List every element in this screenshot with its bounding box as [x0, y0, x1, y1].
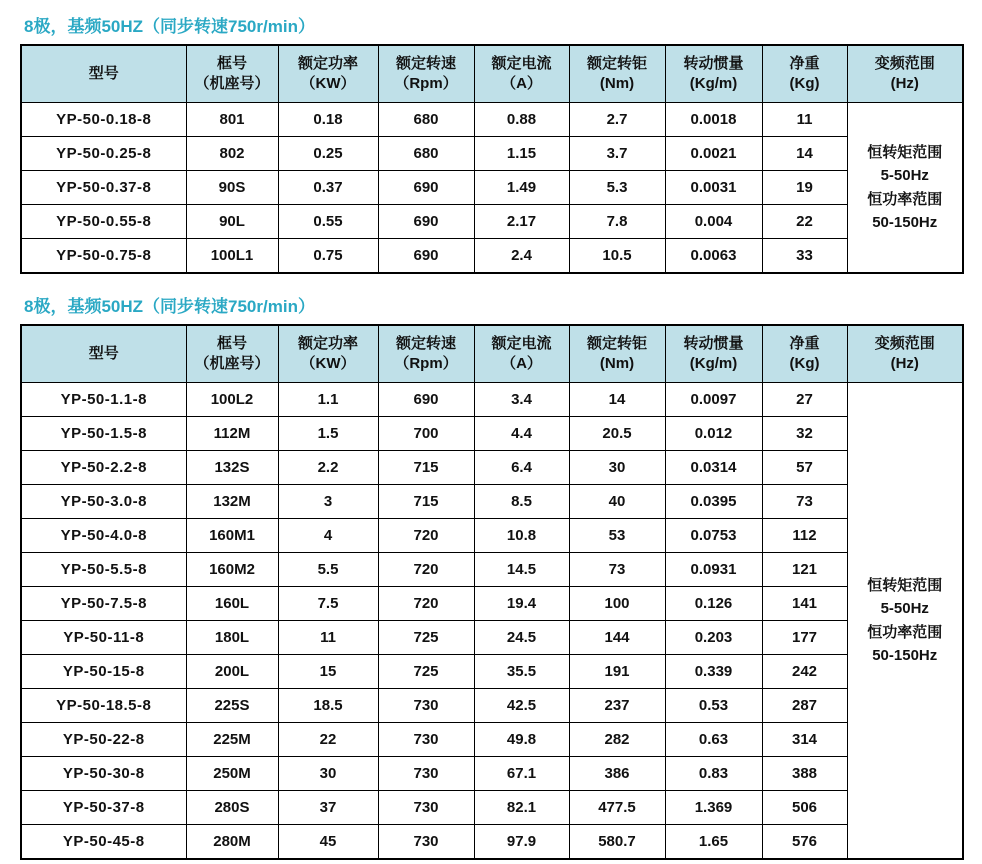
- cell-current: 8.5: [474, 485, 569, 519]
- cell-speed: 730: [378, 723, 474, 757]
- col-header-line1: 框号: [216, 334, 247, 352]
- table-row: [21, 825, 963, 860]
- header-row: [21, 45, 963, 103]
- col-header-line1: 变频范围: [874, 334, 935, 352]
- cell-current: 10.8: [474, 519, 569, 553]
- cell-power: 0.55: [278, 205, 378, 239]
- cell-inertia: 0.63: [665, 723, 762, 757]
- cell-current: 3.4: [474, 383, 569, 417]
- col-header-frame: [186, 325, 278, 383]
- cell-inertia: 0.0021: [665, 137, 762, 171]
- cell-inertia: 0.83: [665, 757, 762, 791]
- col-header-line2: （KW）: [300, 75, 356, 92]
- cell-model: YP-50-22-8: [21, 723, 186, 757]
- cell-inertia: 0.0097: [665, 383, 762, 417]
- cell-speed: 720: [378, 519, 474, 553]
- cell-model: YP-50-5.5-8: [21, 553, 186, 587]
- cell-freq-range: [847, 383, 963, 860]
- cell-weight: 506: [762, 791, 847, 825]
- cell-power: 18.5: [278, 689, 378, 723]
- col-header-weight: [762, 45, 847, 103]
- col-header-speed: [378, 325, 474, 383]
- cell-torque: 282: [569, 723, 665, 757]
- cell-model: YP-50-45-8: [21, 825, 186, 860]
- cell-speed: 715: [378, 451, 474, 485]
- cell-speed: 730: [378, 825, 474, 860]
- col-header-line2: （A）: [501, 75, 542, 92]
- cell-speed: 690: [378, 205, 474, 239]
- col-header-inertia: [665, 45, 762, 103]
- cell-inertia: 0.0753: [665, 519, 762, 553]
- col-header-line1: 转动惯量: [683, 334, 744, 352]
- cell-inertia: 0.004: [665, 205, 762, 239]
- cell-weight: 121: [762, 553, 847, 587]
- table-row: [21, 485, 963, 519]
- cell-weight: 57: [762, 451, 847, 485]
- col-header-speed: [378, 45, 474, 103]
- cell-model: YP-50-30-8: [21, 757, 186, 791]
- cell-frame: 112M: [186, 417, 278, 451]
- cell-speed: 730: [378, 689, 474, 723]
- col-header-line2: （A）: [501, 355, 542, 372]
- col-header-line1: 额定电流: [491, 334, 552, 352]
- cell-model: YP-50-0.75-8: [21, 239, 186, 274]
- col-header-torque: [569, 325, 665, 383]
- col-header-torque: [569, 45, 665, 103]
- cell-current: 4.4: [474, 417, 569, 451]
- col-header-line1: 转动惯量: [683, 54, 744, 72]
- cell-inertia: 0.012: [665, 417, 762, 451]
- cell-frame: 802: [186, 137, 278, 171]
- cell-speed: 700: [378, 417, 474, 451]
- col-header-line2: (Nm): [599, 75, 635, 92]
- col-header-line2: (Kg): [789, 355, 820, 372]
- range-line-4: 50-150Hz: [872, 213, 938, 231]
- cell-model: YP-50-7.5-8: [21, 587, 186, 621]
- range-line-3: 恒功率范围: [867, 190, 943, 208]
- cell-current: 1.49: [474, 171, 569, 205]
- cell-current: 0.88: [474, 103, 569, 137]
- col-header-line1: 净重: [789, 334, 820, 352]
- cell-model: YP-50-37-8: [21, 791, 186, 825]
- cell-current: 97.9: [474, 825, 569, 860]
- cell-current: 82.1: [474, 791, 569, 825]
- col-header-line2: （机座号）: [194, 75, 270, 92]
- cell-torque: 386: [569, 757, 665, 791]
- table-row: [21, 655, 963, 689]
- table-row: [21, 171, 963, 205]
- cell-weight: 22: [762, 205, 847, 239]
- cell-power: 30: [278, 757, 378, 791]
- cell-power: 37: [278, 791, 378, 825]
- cell-speed: 730: [378, 757, 474, 791]
- col-header-line1: 型号: [88, 344, 119, 362]
- cell-weight: 576: [762, 825, 847, 860]
- cell-current: 19.4: [474, 587, 569, 621]
- cell-weight: 19: [762, 171, 847, 205]
- cell-frame: 90S: [186, 171, 278, 205]
- range-line-1: 恒转矩范围: [867, 144, 943, 161]
- cell-torque: 580.7: [569, 825, 665, 860]
- cell-speed: 725: [378, 621, 474, 655]
- table-row: [21, 553, 963, 587]
- cell-inertia: 1.369: [665, 791, 762, 825]
- cell-frame: 200L: [186, 655, 278, 689]
- col-header-line2: （Rpm）: [394, 75, 458, 92]
- cell-torque: 3.7: [569, 137, 665, 171]
- col-header-freq-range: [847, 45, 963, 103]
- cell-frame: 160M1: [186, 519, 278, 553]
- cell-torque: 191: [569, 655, 665, 689]
- cell-power: 0.75: [278, 239, 378, 274]
- col-header-line1: 额定功率: [297, 54, 358, 72]
- cell-speed: 690: [378, 171, 474, 205]
- table-row: [21, 137, 963, 171]
- cell-torque: 14: [569, 383, 665, 417]
- col-header-freq-range: [847, 325, 963, 383]
- table-row: [21, 417, 963, 451]
- table-row: [21, 791, 963, 825]
- cell-frame: 225S: [186, 689, 278, 723]
- table-body-1: [21, 103, 963, 274]
- cell-model: YP-50-1.5-8: [21, 417, 186, 451]
- cell-model: YP-50-0.37-8: [21, 171, 186, 205]
- cell-power: 0.37: [278, 171, 378, 205]
- cell-weight: 314: [762, 723, 847, 757]
- cell-weight: 112: [762, 519, 847, 553]
- col-header-line1: 框号: [216, 54, 247, 72]
- cell-weight: 242: [762, 655, 847, 689]
- cell-model: YP-50-0.25-8: [21, 137, 186, 171]
- cell-power: 0.25: [278, 137, 378, 171]
- table-row: [21, 689, 963, 723]
- range-line-1: 恒转矩范围: [867, 577, 943, 594]
- cell-model: YP-50-15-8: [21, 655, 186, 689]
- cell-weight: 73: [762, 485, 847, 519]
- cell-inertia: 0.0031: [665, 171, 762, 205]
- table-row: [21, 103, 963, 137]
- cell-speed: 725: [378, 655, 474, 689]
- col-header-line1: 净重: [789, 54, 820, 72]
- cell-power: 45: [278, 825, 378, 860]
- cell-current: 2.17: [474, 205, 569, 239]
- table-row: [21, 383, 963, 417]
- cell-frame: 250M: [186, 757, 278, 791]
- cell-power: 11: [278, 621, 378, 655]
- col-header-power: [278, 45, 378, 103]
- spec-table-1: [20, 44, 964, 274]
- cell-frame: 100L2: [186, 383, 278, 417]
- col-header-line2: （机座号）: [194, 355, 270, 372]
- section-title-2: 8极，基频50HZ（同步转速750r/min）: [24, 297, 315, 316]
- cell-current: 35.5: [474, 655, 569, 689]
- cell-torque: 20.5: [569, 417, 665, 451]
- cell-inertia: 0.0063: [665, 239, 762, 274]
- cell-frame: 100L1: [186, 239, 278, 274]
- cell-speed: 690: [378, 383, 474, 417]
- cell-inertia: 0.203: [665, 621, 762, 655]
- cell-model: YP-50-2.2-8: [21, 451, 186, 485]
- col-header-model: [21, 45, 186, 103]
- col-header-line1: 变频范围: [874, 54, 935, 72]
- cell-current: 49.8: [474, 723, 569, 757]
- col-header-line2: (Nm): [599, 355, 635, 372]
- cell-current: 1.15: [474, 137, 569, 171]
- col-header-line1: 型号: [88, 64, 119, 82]
- col-header-line2: （KW）: [300, 355, 356, 372]
- header-row: [21, 325, 963, 383]
- cell-frame: 280S: [186, 791, 278, 825]
- cell-frame: 90L: [186, 205, 278, 239]
- table-row: [21, 519, 963, 553]
- col-header-line2: (Hz): [890, 75, 919, 92]
- cell-speed: 680: [378, 103, 474, 137]
- cell-torque: 237: [569, 689, 665, 723]
- cell-weight: 287: [762, 689, 847, 723]
- col-header-current: [474, 325, 569, 383]
- col-header-line2: (Hz): [890, 355, 919, 372]
- spec-table-2: [20, 324, 964, 860]
- cell-weight: 177: [762, 621, 847, 655]
- table-row: [21, 205, 963, 239]
- cell-torque: 2.7: [569, 103, 665, 137]
- col-header-line1: 额定转钜: [586, 334, 647, 352]
- cell-current: 2.4: [474, 239, 569, 274]
- col-header-line2: (Kg/m): [689, 355, 738, 372]
- cell-frame: 160M2: [186, 553, 278, 587]
- cell-model: YP-50-1.1-8: [21, 383, 186, 417]
- cell-weight: 32: [762, 417, 847, 451]
- cell-torque: 73: [569, 553, 665, 587]
- col-header-line1: 额定转速: [395, 334, 456, 352]
- cell-torque: 30: [569, 451, 665, 485]
- cell-frame: 180L: [186, 621, 278, 655]
- col-header-line1: 额定电流: [491, 54, 552, 72]
- cell-power: 0.18: [278, 103, 378, 137]
- cell-torque: 144: [569, 621, 665, 655]
- cell-power: 5.5: [278, 553, 378, 587]
- table-header-2: [21, 325, 963, 383]
- cell-power: 22: [278, 723, 378, 757]
- col-header-line2: (Kg/m): [689, 75, 738, 92]
- table-row: [21, 723, 963, 757]
- cell-power: 1.1: [278, 383, 378, 417]
- table-row: [21, 587, 963, 621]
- cell-power: 15: [278, 655, 378, 689]
- cell-torque: 10.5: [569, 239, 665, 274]
- cell-inertia: 0.53: [665, 689, 762, 723]
- cell-frame: 132S: [186, 451, 278, 485]
- col-header-line1: 额定转速: [395, 54, 456, 72]
- cell-model: YP-50-18.5-8: [21, 689, 186, 723]
- cell-power: 4: [278, 519, 378, 553]
- cell-weight: 14: [762, 137, 847, 171]
- cell-speed: 680: [378, 137, 474, 171]
- cell-current: 42.5: [474, 689, 569, 723]
- cell-model: YP-50-0.55-8: [21, 205, 186, 239]
- cell-speed: 730: [378, 791, 474, 825]
- cell-inertia: 1.65: [665, 825, 762, 860]
- cell-weight: 11: [762, 103, 847, 137]
- cell-torque: 40: [569, 485, 665, 519]
- col-header-model: [21, 325, 186, 383]
- cell-frame: 132M: [186, 485, 278, 519]
- cell-weight: 388: [762, 757, 847, 791]
- cell-model: YP-50-4.0-8: [21, 519, 186, 553]
- cell-inertia: 0.339: [665, 655, 762, 689]
- col-header-inertia: [665, 325, 762, 383]
- cell-model: YP-50-11-8: [21, 621, 186, 655]
- col-header-frame: [186, 45, 278, 103]
- cell-freq-range: [847, 103, 963, 274]
- cell-torque: 53: [569, 519, 665, 553]
- table-row: [21, 757, 963, 791]
- range-line-2: 5-50Hz: [880, 600, 929, 618]
- cell-power: 7.5: [278, 587, 378, 621]
- cell-frame: 280M: [186, 825, 278, 860]
- cell-model: YP-50-3.0-8: [21, 485, 186, 519]
- col-header-line2: （Rpm）: [394, 355, 458, 372]
- table-row: [21, 621, 963, 655]
- cell-inertia: 0.0314: [665, 451, 762, 485]
- table-row: [21, 239, 963, 274]
- col-header-line1: 额定功率: [297, 334, 358, 352]
- cell-frame: 225M: [186, 723, 278, 757]
- table-row: [21, 451, 963, 485]
- cell-speed: 690: [378, 239, 474, 274]
- cell-power: 3: [278, 485, 378, 519]
- section-title-1: 8极，基频50HZ（同步转速750r/min）: [24, 17, 315, 36]
- cell-torque: 477.5: [569, 791, 665, 825]
- range-line-2: 5-50Hz: [880, 167, 929, 185]
- cell-current: 14.5: [474, 553, 569, 587]
- cell-inertia: 0.0018: [665, 103, 762, 137]
- cell-weight: 141: [762, 587, 847, 621]
- cell-inertia: 0.0931: [665, 553, 762, 587]
- cell-inertia: 0.126: [665, 587, 762, 621]
- cell-inertia: 0.0395: [665, 485, 762, 519]
- cell-torque: 100: [569, 587, 665, 621]
- col-header-current: [474, 45, 569, 103]
- range-line-3: 恒功率范围: [867, 623, 943, 641]
- table-header-1: [21, 45, 963, 103]
- cell-current: 24.5: [474, 621, 569, 655]
- cell-power: 1.5: [278, 417, 378, 451]
- col-header-power: [278, 325, 378, 383]
- cell-speed: 720: [378, 553, 474, 587]
- cell-model: YP-50-0.18-8: [21, 103, 186, 137]
- cell-speed: 715: [378, 485, 474, 519]
- cell-current: 67.1: [474, 757, 569, 791]
- cell-power: 2.2: [278, 451, 378, 485]
- col-header-weight: [762, 325, 847, 383]
- cell-weight: 33: [762, 239, 847, 274]
- range-line-4: 50-150Hz: [872, 646, 938, 664]
- cell-current: 6.4: [474, 451, 569, 485]
- cell-frame: 801: [186, 103, 278, 137]
- cell-frame: 160L: [186, 587, 278, 621]
- cell-torque: 5.3: [569, 171, 665, 205]
- cell-torque: 7.8: [569, 205, 665, 239]
- cell-weight: 27: [762, 383, 847, 417]
- table-body-2: [21, 383, 963, 860]
- col-header-line1: 额定转钜: [586, 54, 647, 72]
- cell-speed: 720: [378, 587, 474, 621]
- col-header-line2: (Kg): [789, 75, 820, 92]
